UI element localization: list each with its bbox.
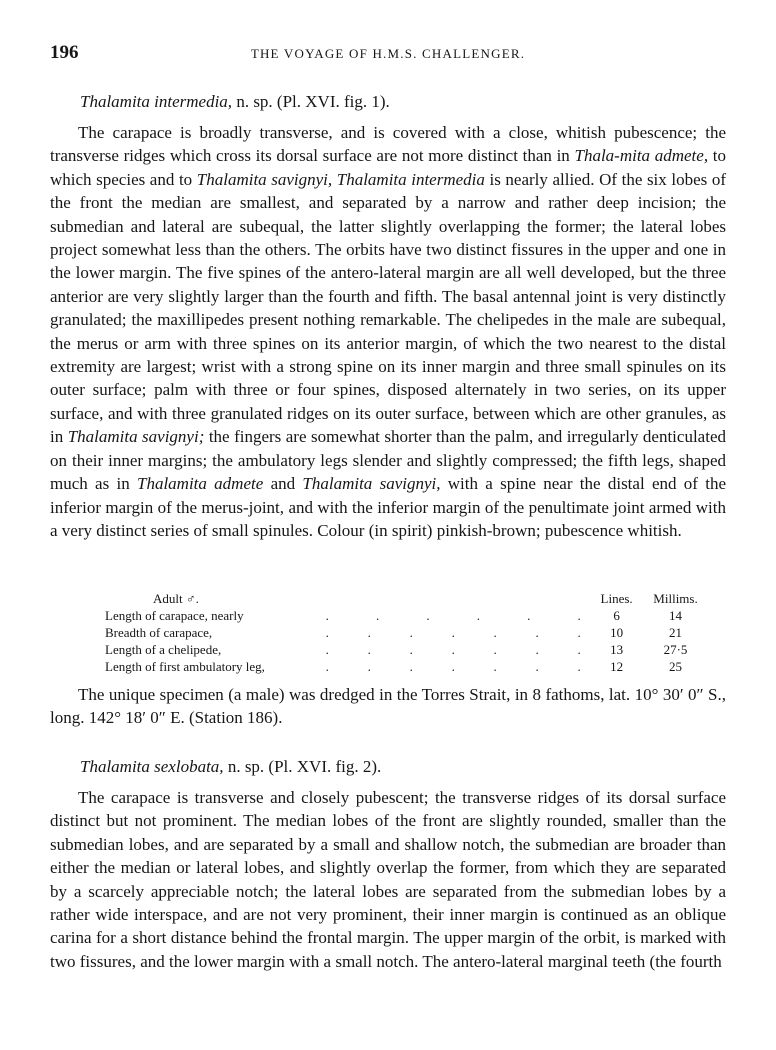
value-millims: 21	[669, 625, 683, 640]
value-millims: 14	[669, 608, 683, 623]
measurements-table	[105, 590, 705, 675]
text-run: is nearly allied. Of the six lobes of the front the median are smallest, and separated by a narrow and rather deep incision; the submedian and lateral are subequal, the latter slightly overlapping the former; the lateral lobes project somewhat less than the others. The orbits have two distinct fissures in the upper and one in the lower margin. The five spines of the antero-lateral margin are all well developed, but the three anterior are very slightly larger than the fourth and fifth. The basal antennal joint is very distinctly granulated; the maxillipedes present nothing remarkable. The chelipedes in the male are subequal, the merus or arm with three spines on its anterior margin, of which the two nearest to the distal extremity are largest; wrist with a strong spine on its inner margin and three small spinules on its outer surface; palm with three or four spines, disposed alternately in two series, on its upper surface, and with three granulated ridges on its outer surface, between which are other granules, as in	[50, 169, 727, 447]
page-header	[50, 42, 726, 66]
species-name: Thalamita sexlobata,	[80, 757, 224, 776]
italic-taxon: Thalamita savignyi;	[67, 427, 205, 447]
measurements-header-label: Adult ♂.	[153, 591, 199, 606]
text-run: the fingers are somewhat shorter than the palm, and irregularly denticulated on their inner margins; the ambulatory legs slender and slightly compressed; the fifth legs, shaped much as in	[50, 427, 726, 494]
value-millims: 27·5	[663, 642, 688, 657]
value-lines: 13	[610, 642, 624, 657]
leader-dots: . . . . . . .	[325, 642, 581, 657]
row-label: Length of a chelipede,	[105, 642, 222, 657]
species-name: Thalamita intermedia,	[80, 92, 233, 111]
description-paragraph-sexlobata: The carapace is transverse and closely pubescent; the transverse ridges of its dorsal surface distinct but not prominent. The median lobes of the front are slightly rounded, smaller than the submedian lobes, and are separated by a small and shallow notch, the submedian are broader than either the median or lateral lobes, and slightly overlap the former, from which they are separated by a scarcely appreciable notch; the lateral lobes are separated from the submedian lobes by a rather wide interspace, and are not very prominent, their inner margin is continued as an oblique carina for a short distance behind the frontal margin. The upper margin of the orbit, is marked with two fissures, and the lower margin with a small notch. The antero-lateral marginal teeth (the fourth	[50, 788, 726, 971]
table-row	[105, 624, 705, 641]
species-heading-intermedia	[80, 92, 390, 112]
page-number: 196	[50, 42, 79, 63]
text-run: to which species and to	[50, 146, 726, 189]
italic-taxon: Thalamita admete	[137, 474, 264, 494]
table-row	[105, 658, 705, 675]
running-title: THE VOYAGE OF H.M.S. CHALLENGER.	[250, 46, 526, 61]
text-run: with a spine near the distal end of the inferior margin of the merus-joint, and with the inferior margin of the penultimate joint armed with a very distinct series of small spinules. Colour (in spirit) pinkish-brown; pubescence whitish.	[50, 474, 726, 540]
leader-dots: . . . . . . .	[325, 625, 581, 640]
row-label: Length of carapace, nearly	[105, 608, 244, 623]
text-run: The carapace is broadly transverse, and is covered with a close, whitish pubescence; the transverse ridges which cross its dorsal surface are not more distinct than in	[50, 123, 726, 166]
species-reference: n. sp. (Pl. XVI. fig. 1).	[232, 92, 390, 111]
value-lines: 12	[610, 659, 624, 674]
text-run: and	[263, 474, 303, 494]
value-lines: 10	[610, 625, 624, 640]
value-millims: 25	[669, 659, 683, 674]
column-millims: Millims.	[653, 591, 698, 606]
italic-taxon: Thalamita savignyi,	[302, 474, 441, 494]
measurements-header-row	[105, 590, 705, 607]
italic-taxon: Thala-mita admete,	[574, 146, 709, 166]
value-lines: 6	[613, 608, 620, 623]
row-label: Length of first ambulatory leg,	[105, 659, 265, 674]
leader-dots: . . . . . .	[325, 608, 581, 623]
row-label: Breadth of carapace,	[105, 625, 213, 640]
leader-dots: . . . . . . .	[325, 659, 581, 674]
description-paragraph-intermedia	[50, 121, 726, 542]
species-heading-sexlobata	[80, 757, 381, 777]
italic-taxon: Thalamita savignyi, Thalamita intermedia	[196, 169, 485, 189]
column-lines: Lines.	[600, 591, 633, 606]
species-reference: n. sp. (Pl. XVI. fig. 2).	[223, 757, 382, 776]
table-row	[105, 607, 705, 624]
table-row	[105, 641, 705, 658]
locality-paragraph: The unique specimen (a male) was dredged in the Torres Strait, in 8 fathoms, lat. 10° 30′ 0″ S., long. 142° 18′ 0″ E. (Station 186).	[50, 685, 726, 728]
